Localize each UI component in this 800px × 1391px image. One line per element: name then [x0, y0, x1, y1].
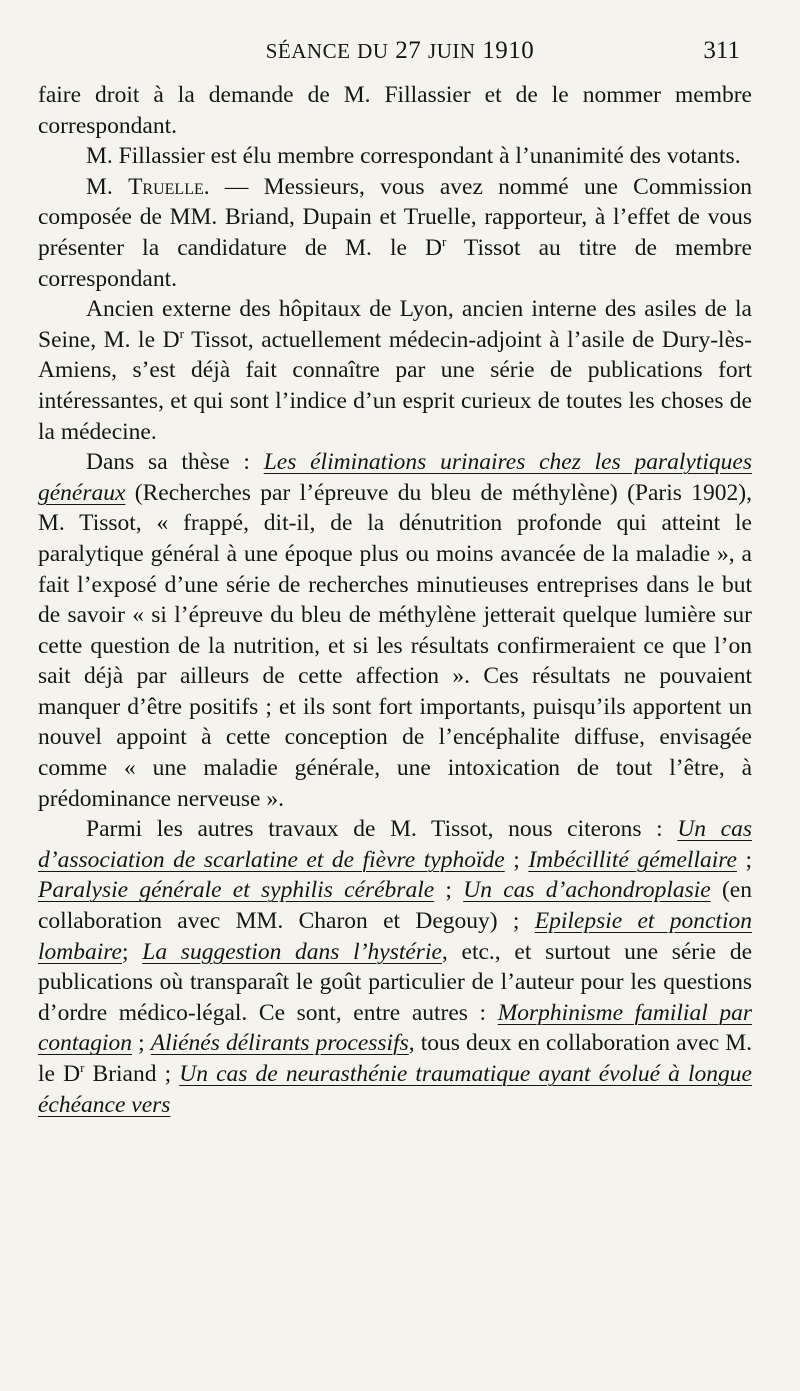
paragraph-4-text-a: Ancien externe des hôpitaux de Lyon, ancien interne des asiles de la Seine, M. le D — [38, 296, 752, 353]
paragraph-1-text: faire droit à la demande de M. Fillassier et de le nommer membre correspondant. — [38, 82, 752, 139]
work-title: Epilepsie et ponction lombaire — [38, 908, 752, 965]
separator: ; — [121, 938, 143, 965]
paragraph-continuation — [38, 80, 752, 141]
paragraph-6-text-d: Briand ; — [84, 1061, 180, 1087]
running-head-du: DU — [357, 39, 389, 63]
paragraph-3-end: Tissot au titre de membre correspondant. — [38, 234, 752, 292]
paragraph-5-text-a: Dans sa thèse : — [86, 449, 264, 476]
superscript-r: r — [80, 1060, 85, 1076]
running-head-year: 1910 — [482, 37, 535, 64]
speaker-m: M. — [86, 173, 113, 200]
paragraph-election — [38, 141, 752, 172]
page-header — [0, 36, 800, 66]
separator: ; — [132, 1030, 151, 1057]
work-title: Un cas de neurasthénie traumatique ayant évolué à longue échéance vers — [38, 1061, 752, 1118]
speaker-name: Truelle. — [128, 173, 210, 200]
work-title: Imbécillité gémellaire — [528, 846, 737, 873]
paragraph-5-text-b: (Recherches par l’épreuve du bleu de méthylène) (Paris 1902), M. Tissot, « frappé, dit-il, de la dénutrition profonde qui atteint le paralytique général à une époque plus ou moins avancée de la maladie », a fait l’exposé d’une série de recherches minutieuses entreprises dans le but de savoir « si l’épreuve du bleu de méthylène jetterait quelque lumière sur cette question de la nutrition, et si les résultats confirmeraient ce que l’on sait déjà par ailleurs de cette affection ». Ces résultats ne pouvaient manquer d’être positifs ; et ils sont fort importants, puisqu’ils apportent un nouvel appoint à cette conception de l’encéphalite diffuse, envisagée comme « une maladie générale, une intoxication de tout l’être, à prédominance nerveuse ». — [38, 479, 752, 812]
paragraph-works — [38, 814, 752, 1120]
work-title: Paralysie générale et syphilis cérébrale — [38, 877, 435, 904]
page-number: 311 — [703, 37, 740, 64]
paragraph-thesis — [38, 447, 752, 814]
paragraph-6-text-c: , tous deux en collaboration avec M. le D — [38, 1030, 753, 1087]
paragraph-career — [38, 294, 752, 447]
paragraph-3-text: — Messieurs, vous avez nommé une Commission composée de MM. Briand, Dupain et Truelle, rapporteur, à l’effet de vous présenter la candidature de M. le D — [38, 173, 753, 261]
running-head-seance: SÉANCE — [265, 39, 351, 63]
work-title: Aliénés délirants processifs — [150, 1030, 409, 1057]
work-title: Un cas d’association de scarlatine et de fièvre typhoïde — [38, 816, 752, 873]
work-title: La suggestion dans l’hystérie — [142, 938, 442, 965]
body-text — [38, 80, 752, 1120]
superscript-r: r — [441, 234, 447, 250]
running-head-day: 27 — [395, 37, 422, 64]
running-head-month: JUIN — [428, 39, 476, 63]
work-title: Un cas d’achondroplasie — [463, 877, 711, 904]
superscript-r: r — [179, 325, 184, 341]
running-head — [0, 36, 800, 66]
paragraph-4-text-b: Tissot, actuellement médecin-adjoint à l’asile de Dury-lès-Amiens, s’est déjà fait connaître par une série de publications fort intéressantes, et qui sont l’indice d’un esprit curieux de toutes les choses de la médecine. — [38, 326, 752, 445]
separator: (en collaboration avec MM. Charon et Degouy) ; — [38, 877, 752, 935]
paragraph-6-text-b: , etc., et surtout une série de publications où transparaît le goût particulier de l’auteur pour les questions d’ordre médico-légal. Ce sont, entre autres : — [38, 938, 752, 1026]
paragraph-truelle — [38, 172, 752, 294]
separator: ; — [736, 846, 753, 873]
separator: ; — [504, 846, 529, 873]
paragraph-2-text: M. Fillassier est élu membre correspondant à l’unanimité des votants. — [86, 143, 741, 170]
thesis-title: Les éliminations urinaires chez les paralytiques généraux — [38, 449, 752, 506]
work-title: Morphinisme familial par contagion — [38, 999, 752, 1057]
paragraph-6-text-a: Parmi les autres travaux de M. Tissot, nous citerons : — [86, 816, 678, 843]
separator: ; — [434, 877, 464, 904]
